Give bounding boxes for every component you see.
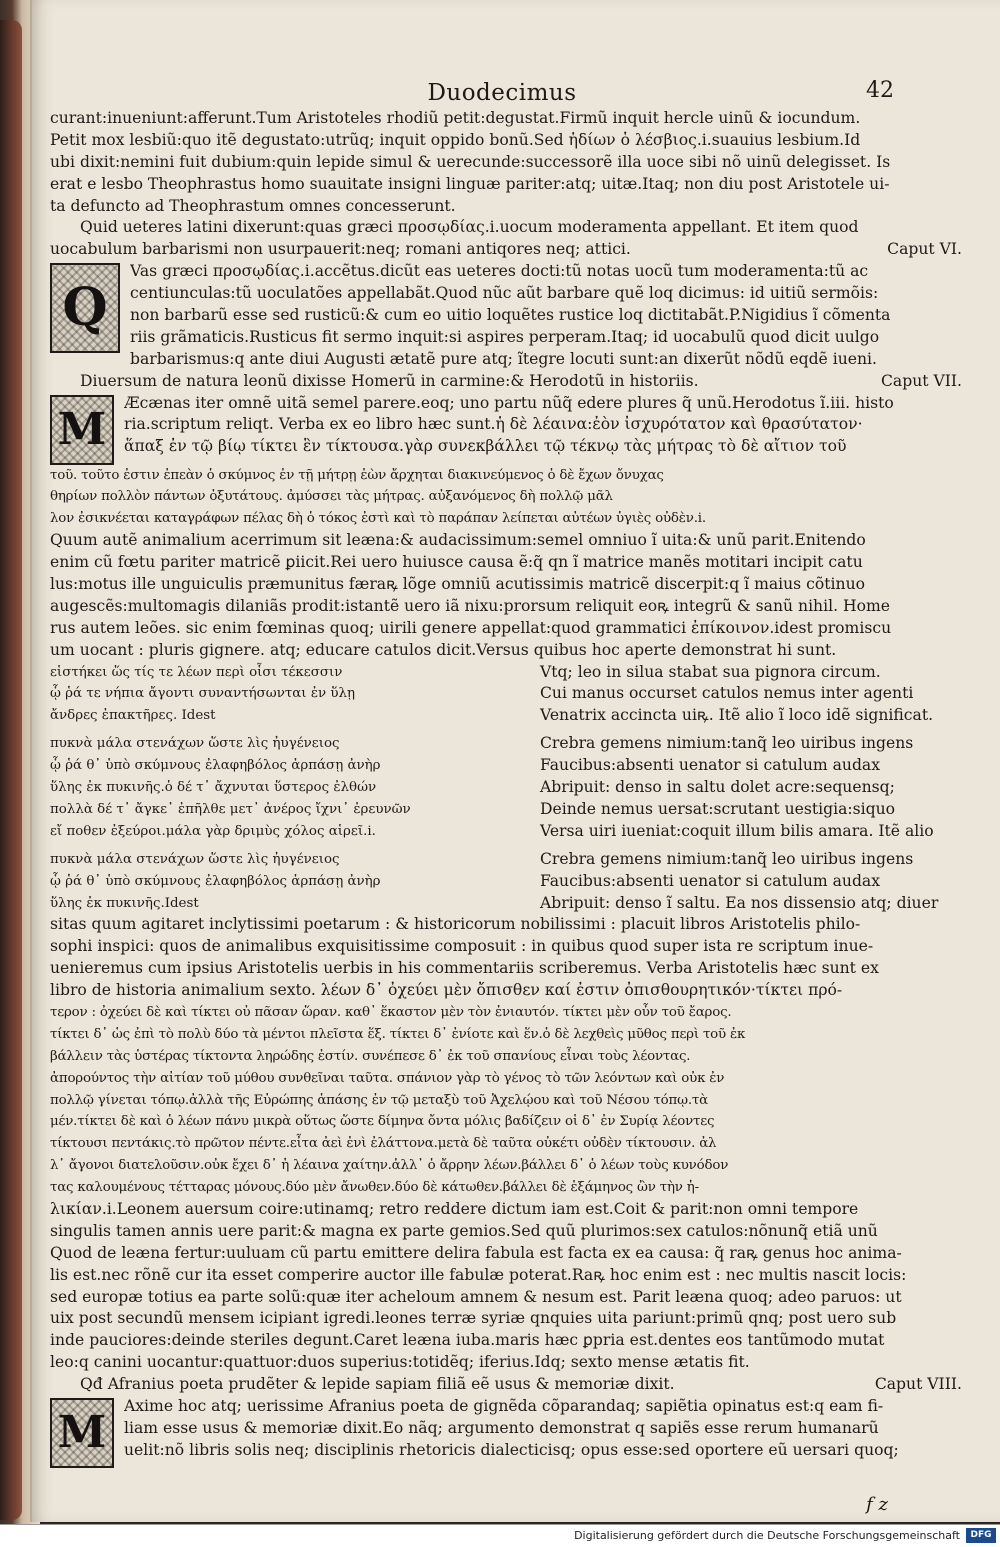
text-line: inde pauciores:deinde steriles degunt.Caret leæna iuba.maris hæc ꝑpria est.dentes eos tantũmodo mutat: [50, 1331, 885, 1350]
verse-greek: ὕλης ἐκ πυκινῆς.Idest: [50, 895, 199, 911]
footer-bar: [0, 1524, 1000, 1547]
verse-latin: Abripuit: denso ĩ saltu. Ea nos dissensio atq; diuer: [540, 893, 939, 912]
running-head: Duodecimus: [427, 80, 577, 106]
verse-greek: εἴ ποθεν ἐξεύροι.μάλα γὰρ δριμὺς χόλος αἱρεῖ.i.: [50, 823, 376, 839]
verse-greek: πυκνὰ μάλα στενάχων ὥστε λὶς ἠυγένειος: [50, 851, 340, 867]
verse-greek: ᾧ ῥά θ᾽ ὑπὸ σκύμνους ἐλαφηβόλος ἁρπάσῃ ἀνὴρ: [50, 758, 381, 774]
verse-latin: Versa uiri iueniat:coquit illum bilis amara. Itẽ alio: [540, 821, 934, 840]
verse-row: [50, 705, 962, 727]
footer-credit: Digitalisierung gefördert durch die Deutsche Forschungsgemeinschaft: [574, 1529, 960, 1542]
text-line: um uocant : pluris gignere. atq; educare catulos dicit.Versus quibus hoc aperte demonstrat hi sunt.: [50, 640, 837, 659]
greek-line: βάλλειν τὰς ὑστέρας τίκτοντα ληρώδης ἐστίν. συνέπεσε δ᾽ ἐκ τοῦ σπανίους εἶναι τοὺς λέοντας.: [50, 1048, 691, 1064]
text-line: ubi dixit:nemini fuit dubium:quin lepide simul & uerecunde:successorẽ illa uoce sibi nõ uinũ delegisset. Is: [50, 152, 891, 171]
verse-row: [50, 733, 962, 755]
caput-vi-label: Caput VI.: [887, 240, 962, 259]
caput-vii-heading-text: Diuersum de natura leonũ dixisse Homerũ in carmine:& Herodotũ in historiis.: [80, 371, 699, 390]
caput-vii-heading: [50, 371, 962, 393]
text-line: lis est.nec rõnẽ cur ita esset comperire auctor ille fabulæ poterat.Raꝶ hoc enim est : nec multis nascit locis:: [50, 1265, 907, 1284]
greek-line: τας καλουμένους τέτταρας μόνους.δύο μὲν ἄνωθεν.δύο δὲ κάτωθεν.βάλλει δὲ ἑξάμηνος ὢν τὴν ἡ-: [50, 1180, 699, 1196]
verse-latin: Faucibus:absenti uenator si catulum audax: [540, 756, 881, 775]
text-line: Petit mox lesbiũ:quo itẽ degustato:utrũq; inquit oppido bonũ.Sed ἡδίων ὁ λέσβιος.i.suauius lesbium.Id: [50, 130, 861, 149]
text-line: ἅπαξ ἐν τῷ βίῳ τίκτει ἓν τίκτουσα.γὰρ συνεκβάλλει τῷ τέκνῳ τὰς μήτρας τὸ δὲ αἴτιον τοῦ: [124, 437, 847, 456]
text-line: liam esse usus & memoriæ dixit.Eo nãq; argumento demonstrat q sapiẽs esse rerum humanarũ: [124, 1418, 879, 1437]
text-line: sed europæ totius ea parte solũ:quæ iter acheloum amnem & nesum est. Parit leæna quoq; adeo paruos: ut: [50, 1287, 902, 1306]
text-line: singulis tamen annis uere parit:& magna ex parte gemios.Sed quũ plurimos:sex catulos:nõnunq̃ etiã unũ: [50, 1221, 878, 1240]
text-line: leo:q canini uocantur:quattuor:duos superius:totidẽq; iferius.Idq; sexto mense ætatis fit.: [50, 1353, 750, 1372]
verse-latin: Cui manus occurset catulos nemus inter agenti: [540, 684, 914, 703]
verse-greek: ᾧ ῥά τε νήπια ἄγοντι συναντήσωνται ἐν ὕλῃ: [50, 686, 356, 702]
greek-line: ἀπορούντος τὴν αἰτίαν τοῦ μύθου συνθεῖναι ταῦτα. σπάνιον γὰρ τὸ γένος τὸ τῶν λεόντων καὶ οὐκ ἐν: [50, 1070, 725, 1086]
text-line: lus:motus ille unguiculis præmunitus færaꝶ lõge omniũ acutissimis matricẽ discerpit:q ĩ maius cõtinuo: [50, 575, 865, 594]
greek-line: τίκτουσι πεντάκις.τὸ πρῶτον πέντε.εἶτα ἀεὶ ἑνὶ ἐλάττονα.μετὰ δὲ ταῦτα οὐκέτι οὐδὲν τίκτουσιν. ἀλ: [50, 1136, 717, 1152]
text-line: erat e lesbo Theophrastus homo suauitate insigni linguæ pariter:atq; uitæ.Itaq; non diu post Aristotele ui-: [50, 174, 890, 193]
verse-latin: Crebra gemens nimium:tanq̃ leo uiribus ingens: [540, 849, 914, 868]
verse-greek: ᾧ ῥά θ᾽ ὑπὸ σκύμνους ἐλαφηβόλος ἁρπάσῃ ἀνὴρ: [50, 873, 381, 889]
caput-vi-body: [50, 261, 962, 370]
verse-greek: εἱστήκει ὥς τίς τε λέων περὶ οἷσι τέκεσσιν: [50, 664, 343, 680]
verse-block-2: [50, 733, 962, 842]
greek-line: πολλῷ γίνεται τόπῳ.ἀλλὰ τῆς Εὐρώπης ἁπάσης ἐν τῷ μεταξὺ τοῦ Ἀχελῴου καὶ τοῦ Νέσου τόπῳ.τὰ: [50, 1092, 708, 1108]
verse-latin: Deinde nemus uersat:scrutant uestigia:siquo: [540, 799, 896, 818]
greek-line: τοῦ. τοῦτο ἐστιν ἐπεὰν ὁ σκύμνος ἐν τῇ μήτρῃ ἐὼν ἄρχηται διακινεύμενος ὁ δὲ ἔχων ὄνυχας: [50, 467, 664, 483]
caput-viii-label: Caput VIII.: [874, 1375, 962, 1394]
caput-vii-body: [50, 393, 962, 465]
text-line: curant:inueniunt:afferunt.Tum Aristoteles rhodiũ petit:degustat.Firmũ inquit hercle uinũ & iocundum.: [50, 109, 861, 127]
decorated-initial-m: M: [50, 395, 114, 465]
signature-mark: f z: [866, 1494, 888, 1515]
caput-vi-heading: Quid ueteres latini dixerunt:quas græci προσῳδίας.i.uocum moderamenta appellant. Et item quod: [80, 218, 859, 237]
text-line: ria.scriptum reliqt. Verba ex eo libro hæc sunt.ἡ δὲ λέαινα:ἐὸν ἰσχυρότατον καὶ θρασύτατον·: [124, 415, 863, 434]
decorated-initial-m-2: M: [50, 1398, 114, 1468]
verse-row: [50, 821, 962, 843]
text-line: rus autem leões. sic enim fœminas quoq; uirili genere appellat:quod grammatici ἐπίκοινον.idest promiscu: [50, 618, 892, 637]
text-line: Axime hoc atq; uerissime Afranius poeta de gignẽda cõparandaq; sapiẽtia opinatus est:q eam fi-: [124, 1396, 884, 1415]
book-page: [30, 0, 1000, 1522]
verse-block-1: [50, 662, 962, 728]
verse-latin: Vtq; leo in silua stabat sua pignora circum.: [540, 662, 881, 681]
verse-greek: ἄνδρες ἐπακτῆρες. Idest: [50, 708, 216, 724]
text-line: riis grãmaticis.Rusticus fit sermo inquit:si aspires perperam.Itaq; id uocabulũ quod dicit uulgo: [130, 327, 880, 346]
text-line: barbarismus:q ante diui Augusti ætatẽ pure atq; ĩtegre locuti sunt:an dixerũt nõdũ eqdẽ iueni.: [130, 349, 877, 368]
verse-block-3: [50, 849, 962, 915]
text-line: libro de historia animalium sexto. λέων δ᾽ ὀχεύει μὲν ὄπισθεν καί ἐστιν ὀπισθουρητικόν·τίκτει πρό-: [50, 981, 843, 1000]
text-line: augescẽs:multomagis dilaniãs prodit:istantẽ uero iã nixu:prorsum reliquit eoꝶ integrũ & sanũ nihil. Home: [50, 596, 890, 615]
verse-row: [50, 871, 962, 893]
page-text: [50, 108, 962, 1468]
text-line: centiunculas:tũ uoculatões appellabãt.Quod nũc aũt barbare quẽ loq dicimus: id uitiũ sermõis:: [130, 284, 879, 303]
caput-viii-heading: [50, 1374, 962, 1396]
verse-greek: ὕλης ἐκ πυκινῆς.ὁ δέ τ᾽ ἄχνυται ὕστερος ἐλθών: [50, 780, 377, 796]
verse-latin: Crebra gemens nimium:tanq̃ leo uiribus ingens: [540, 734, 914, 753]
verse-greek: πολλὰ δέ τ᾽ ἄγκε᾽ ἐπῆλθε μετ᾽ ἀνέρος ἴχνι᾽ ἐρευνῶν: [50, 801, 411, 817]
paragraph-opening: [50, 108, 962, 217]
text-line: enim cũ fœtu pariter matricẽ ꝑiicit.Rei uero huiusce causa ẽ:q̃ qn ĩ matrice manẽs motitari incipit catu: [50, 553, 863, 572]
verse-row: [50, 777, 962, 799]
caput-vi-heading-text: uocabulum barbarismi non usurpauerit:neq; romani antiqores neq; attici.: [50, 240, 631, 259]
text-line: sitas quum agitaret inclytissimi poetarum : & historicorum nobilissimi : placuit libros Aristotelis philo-: [50, 915, 861, 934]
text-line: uelit:nõ libris solis neq; disciplinis rhetoricis dialecticisq; opus esse:sed oportere eũ uersari quoq;: [124, 1440, 899, 1459]
verse-row: [50, 893, 962, 915]
greek-line: τερον : ὀχεύει δὲ καὶ τίκτει οὐ πᾶσαν ὥραν. καθ᾽ ἕκαστον μὲν τὸν ἐνιαυτόν. τίκτει μὲν οὖν τοῦ ἔαρος.: [50, 1004, 732, 1020]
verse-latin: Venatrix accincta uiꝶ. Itẽ alio ĩ loco idẽ significat.: [540, 706, 934, 725]
text-line: uenieremus cum ipsius Aristotelis uerbis in his commentariis scriberemus. Verba Aristotelis hæc sunt ex: [50, 959, 879, 978]
text-line: λικίαν.i.Leonem auersum coire:utinamq; retro reddere dictum iam est.Coit & parit:non omni tempore: [50, 1199, 859, 1218]
verse-latin: Faucibus:absenti uenator si catulum audax: [540, 871, 881, 890]
verse-row: [50, 755, 962, 777]
verse-row: [50, 683, 962, 705]
text-line: Vas græci προσῳδίας.i.accẽtus.dicũt eas ueteres docti:tũ notas uocũ tum moderamenta:tũ ac: [130, 262, 869, 281]
greek-line: τίκτει δ᾽ ὡς ἐπὶ τὸ πολὺ δύο τὰ μέντοι πλεῖστα ἕξ. τίκτει δ᾽ ἐνίοτε καὶ ἕν.ὁ δὲ λεχθεὶς μῦθος περὶ τοῦ ἐκ: [50, 1026, 746, 1042]
text-line: Quum autẽ animalium acerrimum sit leæna:& audacissimum:semel omniuo ĩ uita:& unũ parit.Enitendo: [50, 531, 866, 550]
verse-row: [50, 849, 962, 871]
folio-number: 42: [866, 78, 894, 103]
verse-row: [50, 662, 962, 684]
caput-vi-heading-cont: [50, 239, 962, 261]
caput-viii-heading-text: Qđ Afranius poeta prudẽter & lepide sapiam filiã eẽ usus & memoriæ dixit.: [80, 1375, 675, 1394]
text-line: Æcænas iter omnẽ uitã semel parere.eoq; uno partu nũq̃ edere plures q̃ unũ.Herodotus ĩ.iii. histo: [124, 393, 894, 412]
text-line: uix post secundũ mensem icipiant igredi.leones terræ syriæ qnquies uita pariunt:primũ qnq; post uero sub: [50, 1309, 897, 1328]
greek-line: θηρίων πολλὸν πάντων ὀξυτάτους. ἀμύσσει τὰς μήτρας. αὐξανόμενος δὴ πολλῷ μᾶλ: [50, 489, 613, 505]
greek-line: λ᾽ ἄγονοι διατελοῦσιν.οὐκ ἔχει δ᾽ ἡ λέαινα χαίτην.ἀλλ᾽ ὁ ἄρρην λέων.βάλλει δ᾽ ὁ λέων τοὺς κυνόδον: [50, 1158, 729, 1174]
binding-edge: [0, 20, 22, 1520]
verse-row: [50, 799, 962, 821]
caput-vii-label: Caput VII.: [880, 371, 962, 390]
verse-greek: πυκνὰ μάλα στενάχων ὥστε λὶς ἠυγένειος: [50, 736, 340, 752]
decorated-initial-q: Q: [50, 263, 120, 353]
dfg-logo: DFG: [966, 1528, 996, 1543]
greek-line: μέν.τίκτει δὲ καὶ ὁ λέων πάνυ μικρὰ οὕτως ὥστε δίμηνα ὄντα μόλις βαδίζειν οἱ δ᾽ ἐν Συρίᾳ λέοντες: [50, 1114, 715, 1130]
text-line: sophi inspici: quos de animalibus exquisitissime composuit : in quibus quod super ista re scriptum inue-: [50, 937, 874, 956]
text-line: Quod de leæna fertur:uuluam cũ partu emittere delira fabula est facta ex ea causa: q̃ raꝶ genus hoc anima-: [50, 1243, 902, 1262]
caput-viii-body: [50, 1396, 962, 1468]
text-line: non barbarũ esse sed rusticũ:& cum eo uitio loquẽtes rustice loq dictitabãt.P.Nigidius ĩ cõmenta: [130, 306, 891, 325]
verse-latin: Abripuit: denso in saltu dolet acre:sequensq;: [540, 778, 895, 797]
greek-line: λον ἐσικνέεται καταγράφων πέλας δὴ ὁ τόκος ἐστὶ καὶ τὸ παράπαν λείπεται αὐτέων ὑγιὲς οὐδὲν.i.: [50, 511, 706, 527]
text-line: ta defuncto ad Theophrastum omnes concesserunt.: [50, 196, 456, 215]
